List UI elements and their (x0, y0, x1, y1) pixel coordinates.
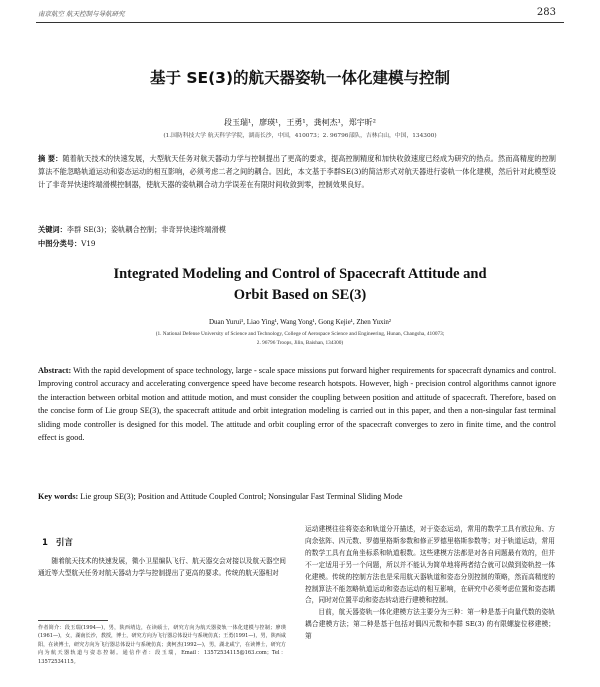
journal-name: 南京航空 航天控制与导航研究 (38, 10, 125, 18)
left-column (38, 537, 286, 580)
classification-value: V19 (81, 239, 96, 248)
page-number: 283 (536, 7, 556, 18)
english-affiliation-2: 2. 96796 Troops, Jilin, Baishan, 134300) (256, 340, 344, 346)
english-keywords-text: Lie group SE(3); Position and Attitude Coupled Control; Nonsingular Fast Terminal Sliding Mode (80, 492, 403, 501)
right-column (305, 524, 555, 643)
classification-label: 中图分类号： (38, 239, 82, 248)
english-affiliation-1: (1. National Defense University of Science and Technology, College of Aerospace Science and Engineering, Hunan, Changsha, 410073; (155, 331, 445, 337)
chinese-authors: 段玉瑞¹，廖瑛¹，王勇¹，龚柯杰¹，郑宇昕² (223, 118, 377, 127)
classification-number (38, 239, 556, 249)
section-heading (42, 537, 286, 549)
english-title-line2: Orbit Based on SE(3) (233, 287, 367, 303)
footnote-divider (38, 620, 108, 621)
chinese-keywords-text: 李群 SE(3)；姿轨耦合控制；非奇异快速终端滑模 (66, 225, 226, 234)
chinese-abstract-text: 随着航天技术的快速发展，大型航天任务对航天器动力学与控制提出了更高的要求，提高控制精度和加快收敛速度已经成为研究的热点。然而高精度的控制算法不能忽略轨道运动和姿态运动的相互影响，必须考虑二者之间的耦合。因此，本文基于李群SE(3)的简洁形式对航天器进行姿轨一体化建模，然后针对此模型设计了非奇异快速终端滑模控制器，使航天器的姿轨耦合动力学误差在有限时间收敛到零，控制效果良好。 (38, 154, 556, 190)
intro-paragraph: 随着航天技术的快速发展，微小卫星编队飞行、航天器交会对接以及航天器空间通近等大型航天任务对航天器动力学与控制提出了更高的要求。传统的航天器相对 (38, 557, 286, 578)
section-title: 引言 (55, 538, 73, 548)
english-title (0, 264, 600, 306)
chinese-title: 基于 SE(3)的航天器姿轨一体化建模与控制 (149, 69, 451, 87)
english-keywords-label: Key words: (38, 492, 79, 501)
chinese-abstract (38, 152, 556, 192)
english-abstract-text: With the rapid development of space technology, large - scale space missions put forward higher requirements for spacecraft dynamics and control. Improving control accuracy and accelerating convergence speed have become research hotspots. However, high - precision control algorithms cannot ignore the interaction between orbital motion and attitude motion, and must consider the coupling between position and attitude of spacecraft. Therefore, based on the concise form of Lie group SE(3), the spacecraft attitude and orbit integration modeling is carried out in this paper, and then a non-singular fast terminal sliding mode controller is designed for this model. The attitude and orbit coupling error of the spacecraft converges to zero in finite time, and the control effect is good. (38, 366, 556, 443)
english-abstract (38, 364, 556, 444)
section-number: 1 (42, 538, 48, 548)
right-paragraph-2: 目前，航天器姿轨一体化建模方法主要分为三种：第一种是基于向量代数的姿轨耦合建模方法；第二种是基于包括对偶四元数和李群 SE(3) 的有限螺旋位移建模；第 (305, 608, 555, 641)
right-paragraph-1: 运动建模往往将姿态和轨道分开描述，对于姿态运动，常用的数学工具有欧拉角、方向余弦阵、四元数、罗德里格斯参数和修正罗德里格斯参数等；对于轨道运动，常用的数学工具有直角坐标系和轨道根数。这些建模方法都是对各自问题最有效的，但并不一定适用于另一个问题，所以并不能认为简单地将两者结合就可以做到姿轨控一体化建模。传统的控制方法也是采用航天器轨道和姿态分别控制的策略，然而高精度的控制算法不能忽略轨道运动和姿态运动的相互影响，在研究中必须考虑位置和姿态耦合，同时对位置平动和姿态转动进行建模和控制。 (305, 525, 555, 605)
header-divider (36, 22, 564, 23)
english-abstract-label: Abstract: (38, 366, 72, 375)
english-authors: Duan Yurui¹, Liao Ying¹, Wang Yong¹, Gong Kejie¹, Zhen Yuxin² (208, 318, 392, 326)
chinese-abstract-label: 摘 要： (38, 154, 63, 163)
author-footnote: 作者简介：段玉瑞(1994—)，男，陕西靖边，在读硕士，研究方向为航天器姿轨一体化建模与控制；廖瑛(1961—)，女，湖南长沙，教授，博士，研究方向为飞行器总体设计与系统仿真；王勇(1991—)，男，陕西咸阳，在读博士，研究方向为飞行器总体设计与系统仿真；龚柯杰(1992—)，男，湖北咸宁，在读博士，研究方向为航天器轨道与姿态控制。通信作者：段玉瑞，Email：13572534115@163.com；Tel：13572534115。 (38, 625, 286, 665)
english-keywords (38, 490, 556, 503)
english-title-line1: Integrated Modeling and Control of Spacecraft Attitude and (113, 266, 487, 282)
chinese-keywords-label: 关键词： (38, 225, 67, 234)
chinese-keywords (38, 225, 556, 235)
chinese-affiliation: (1.国防科技大学 航天科学学院，湖南长沙，中国，410073；2. 96796部队，吉林白山，中国，134300) (163, 133, 437, 139)
